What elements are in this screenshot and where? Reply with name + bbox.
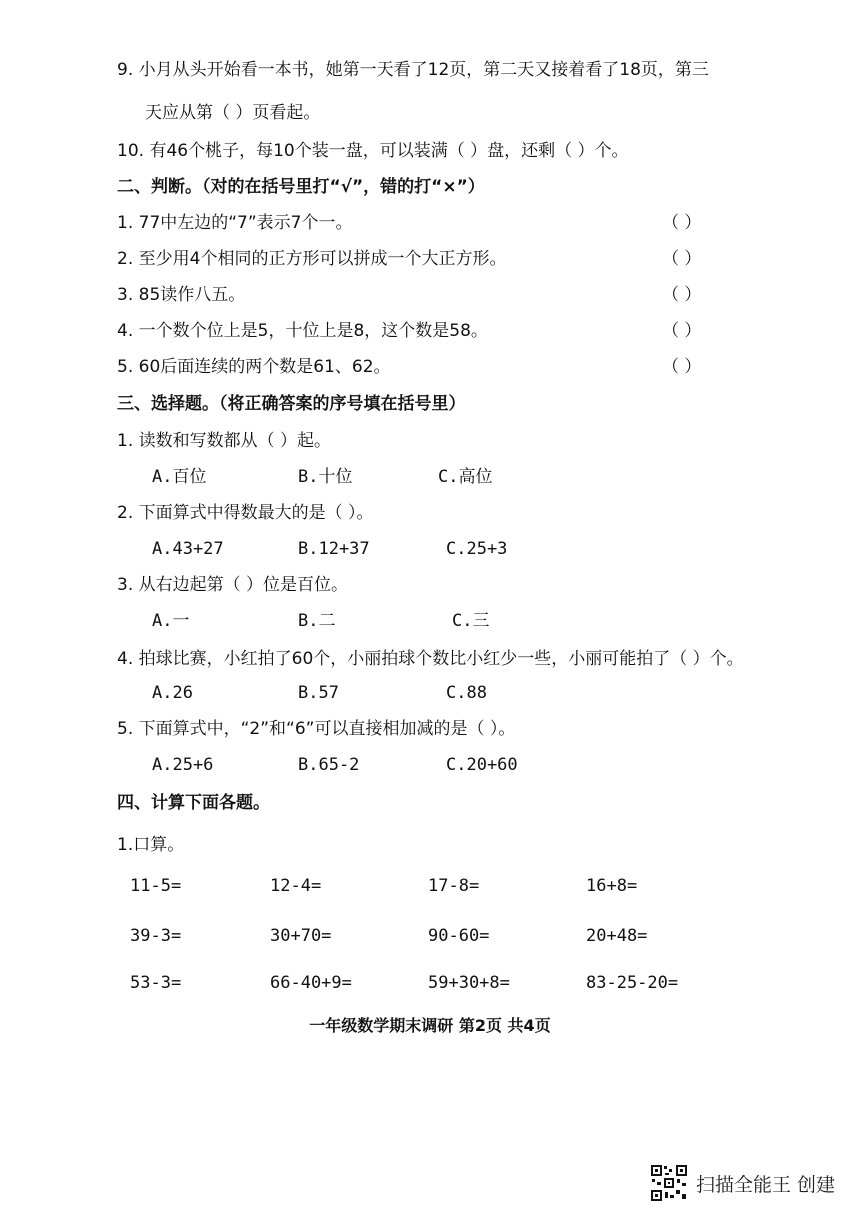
calc-problem: 90-60=: [428, 926, 490, 946]
mc-option-1a[interactable]: A.百位: [152, 467, 207, 487]
watermark-text: 扫描全能王 创建: [696, 1173, 836, 1196]
mc-option-1c[interactable]: C.高位: [438, 467, 493, 487]
tf-answer-paren-3[interactable]: （ ）: [662, 285, 702, 305]
tf-item-5: 5. 60后面连续的两个数是61、62。: [117, 357, 391, 377]
mc-option-3b[interactable]: B.二: [298, 611, 336, 631]
calc-problem: 66-40+9=: [270, 973, 352, 993]
mc-option-2c[interactable]: C.25+3: [446, 539, 508, 559]
mc-option-2b[interactable]: B.12+37: [298, 539, 370, 559]
mc-option-4a[interactable]: A.26: [152, 683, 193, 703]
tf-item-2: 2. 至少用4个相同的正方形可以拼成一个大正方形。: [117, 249, 507, 269]
mc-question-2: 2. 下面算式中得数最大的是（ ）。: [117, 503, 374, 523]
tf-answer-paren-2[interactable]: （ ）: [662, 249, 702, 269]
section4-heading: 四、计算下面各题。: [117, 793, 270, 813]
question-9-line2: 天应从第（ ）页看起。: [145, 103, 321, 123]
tf-item-3: 3. 85读作八五。: [117, 285, 246, 305]
mc-option-4c[interactable]: C.88: [446, 683, 487, 703]
calc-problem: 83-25-20=: [586, 973, 679, 993]
calc-problem: 17-8=: [428, 876, 480, 896]
calc-problem: 20+48=: [586, 926, 648, 946]
tf-item-1: 1. 77中左边的“7”表示7个一。: [117, 213, 353, 233]
calc-problem: 16+8=: [586, 876, 638, 896]
mc-option-3c[interactable]: C.三: [452, 611, 490, 631]
tf-answer-paren-5[interactable]: （ ）: [662, 357, 702, 377]
question-9-line1: 9. 小月从头开始看一本书，她第一天看了12页，第二天又接着看了18页，第三: [117, 60, 709, 80]
mc-option-5b[interactable]: B.65-2: [298, 755, 360, 775]
question-10: 10. 有46个桃子，每10个装一盘，可以装满（ ）盘，还剩（ ）个。: [117, 141, 629, 161]
section3-heading: 三、选择题。（将正确答案的序号填在括号里）: [117, 394, 466, 414]
calc-problem: 53-3=: [130, 973, 182, 993]
mc-option-5a[interactable]: A.25+6: [152, 755, 214, 775]
calc-problem: 30+70=: [270, 926, 332, 946]
tf-answer-paren-1[interactable]: （ ）: [662, 213, 702, 233]
calc-problem: 12-4=: [270, 876, 322, 896]
mc-option-3a[interactable]: A.一: [152, 611, 190, 631]
page-footer: 一年级数学期末调研 第2页 共4页: [309, 1016, 551, 1035]
qr-code-icon: [650, 1164, 688, 1202]
mc-option-1b[interactable]: B.十位: [298, 467, 353, 487]
section4-sub-heading: 1.口算。: [117, 835, 185, 855]
scanner-watermark: [650, 1163, 835, 1203]
mc-question-3: 3. 从右边起第（ ）位是百位。: [117, 575, 349, 595]
tf-item-4: 4. 一个数个位上是5，十位上是8，这个数是58。: [117, 321, 488, 341]
mc-question-4: 4. 拍球比赛，小红拍了60个，小丽拍球个数比小红少一些，小丽可能拍了（ ）个。: [117, 649, 744, 669]
mc-option-2a[interactable]: A.43+27: [152, 539, 224, 559]
mc-question-5: 5. 下面算式中，“2”和“6”可以直接相加减的是（ ）。: [117, 719, 516, 739]
calc-problem: 11-5=: [130, 876, 182, 896]
mc-option-4b[interactable]: B.57: [298, 683, 339, 703]
calc-problem: 39-3=: [130, 926, 182, 946]
tf-answer-paren-4[interactable]: （ ）: [662, 321, 702, 341]
mc-option-5c[interactable]: C.20+60: [446, 755, 518, 775]
mc-question-1: 1. 读数和写数都从（ ）起。: [117, 431, 332, 451]
section2-heading: 二、判断。（对的在括号里打“√”，错的打“×”）: [117, 177, 485, 197]
calc-problem: 59+30+8=: [428, 973, 510, 993]
